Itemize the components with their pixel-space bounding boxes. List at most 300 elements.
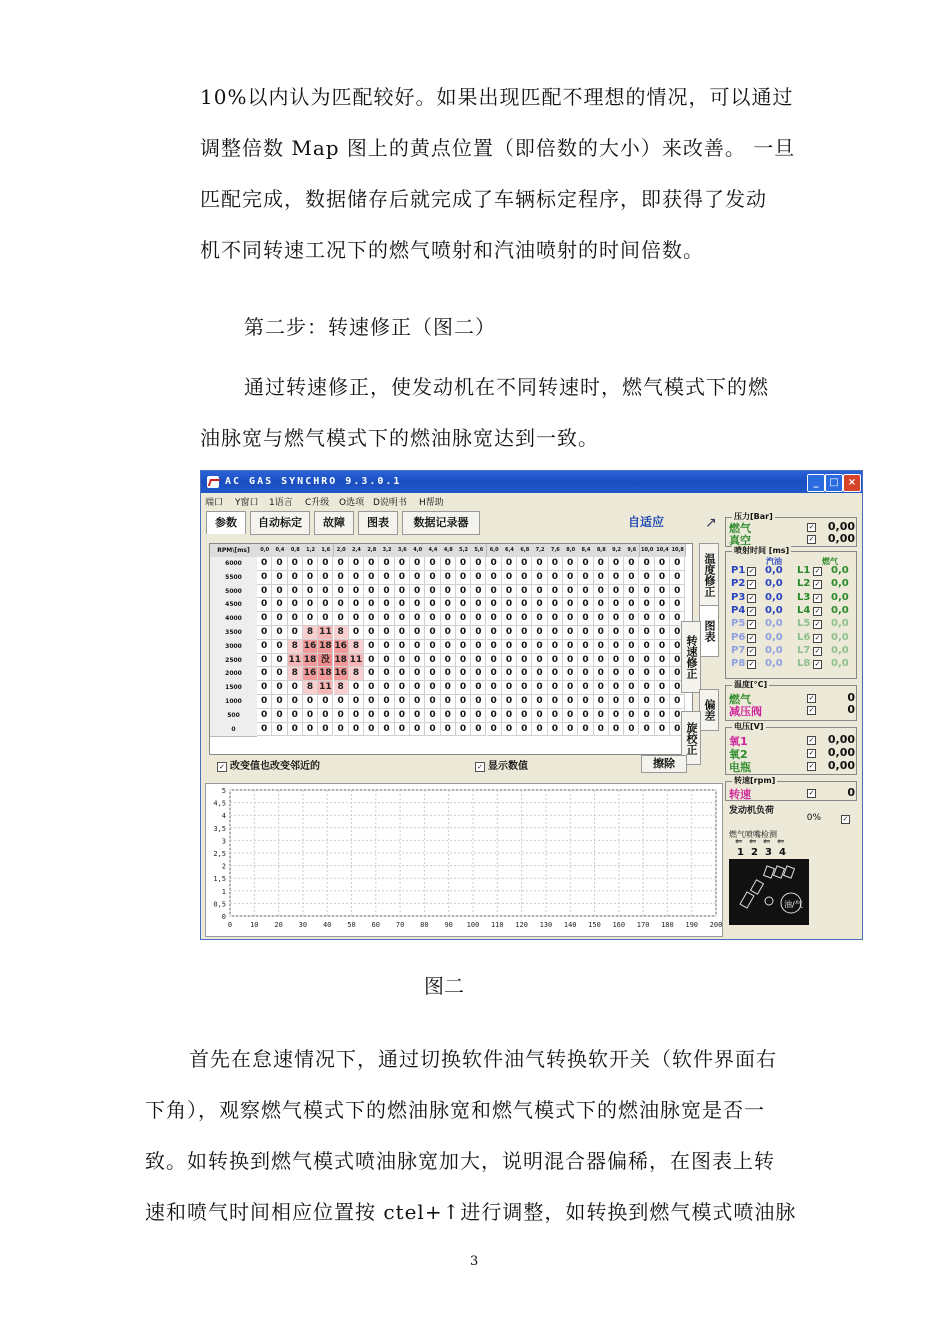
grid-cell[interactable]: 0 <box>303 598 318 612</box>
grid-cell[interactable]: 0 <box>609 571 624 585</box>
grid-cell[interactable]: 0 <box>395 571 410 585</box>
grid-cell[interactable]: 0 <box>334 598 349 612</box>
grid-cell[interactable]: 0 <box>364 612 379 626</box>
option-show-values[interactable] <box>475 757 528 772</box>
side-tab-deviation[interactable]: 偏差 <box>699 689 719 731</box>
grid-cell[interactable]: 0 <box>655 598 670 612</box>
tab-faults[interactable]: 故障 <box>314 511 354 535</box>
grid-cell[interactable]: 0 <box>349 557 364 571</box>
grid-cell[interactable]: 0 <box>318 723 333 737</box>
grid-cell[interactable]: 0 <box>578 695 593 709</box>
grid-cell[interactable]: 16 <box>303 667 318 681</box>
grid-cell[interactable]: 8 <box>349 667 364 681</box>
grid-cell[interactable]: 0 <box>425 667 440 681</box>
reading-checkbox[interactable]: ✓ <box>808 762 815 770</box>
gas-injector-checkbox[interactable]: ✓ <box>814 633 821 642</box>
grid-cell[interactable]: 0 <box>288 598 303 612</box>
gas-injector-checkbox[interactable]: ✓ <box>814 593 821 602</box>
grid-cell[interactable]: 0 <box>502 598 517 612</box>
grid-cell[interactable]: 0 <box>272 723 287 737</box>
grid-cell[interactable]: 0 <box>471 571 486 585</box>
grid-cell[interactable]: 0 <box>487 612 502 626</box>
grid-cell[interactable]: 0 <box>379 626 394 640</box>
grid-cell[interactable]: 0 <box>594 723 609 737</box>
grid-cell[interactable]: 0 <box>456 640 471 654</box>
grid-cell[interactable]: 0 <box>487 585 502 599</box>
petrol-injector-checkbox[interactable]: ✓ <box>748 620 755 629</box>
grid-cell[interactable]: 0 <box>655 681 670 695</box>
grid-cell[interactable]: 0 <box>441 640 456 654</box>
gas-injector-checkbox[interactable]: ✓ <box>814 606 821 615</box>
grid-cell[interactable]: 0 <box>517 626 532 640</box>
grid-cell[interactable]: 0 <box>655 571 670 585</box>
grid-cell[interactable]: 0 <box>272 640 287 654</box>
grid-cell[interactable]: 18 <box>318 667 333 681</box>
grid-cell[interactable]: 0 <box>410 667 425 681</box>
grid-cell[interactable]: 0 <box>578 557 593 571</box>
grid-cell[interactable]: 没 <box>318 654 333 668</box>
grid-cell[interactable]: 0 <box>609 667 624 681</box>
grid-cell[interactable]: 0 <box>364 681 379 695</box>
grid-cell[interactable]: 0 <box>441 585 456 599</box>
grid-cell[interactable]: 0 <box>364 654 379 668</box>
grid-cell[interactable]: 0 <box>502 695 517 709</box>
side-tab-rpm-correction[interactable]: 转速修正 <box>681 621 701 693</box>
grid-cell[interactable]: 0 <box>624 667 639 681</box>
grid-cell[interactable]: 0 <box>670 626 685 640</box>
grid-cell[interactable]: 0 <box>517 654 532 668</box>
grid-cell[interactable]: 0 <box>456 585 471 599</box>
grid-cell[interactable]: 0 <box>395 654 410 668</box>
grid-cell[interactable]: 0 <box>410 654 425 668</box>
grid-cell[interactable]: 0 <box>410 598 425 612</box>
grid-cell[interactable]: 0 <box>395 557 410 571</box>
grid-cell[interactable]: 0 <box>303 571 318 585</box>
grid-cell[interactable]: 0 <box>272 626 287 640</box>
grid-cell[interactable]: 0 <box>532 557 547 571</box>
grid-cell[interactable]: 0 <box>257 626 272 640</box>
grid-cell[interactable]: 0 <box>471 612 486 626</box>
grid-cell[interactable]: 8 <box>303 681 318 695</box>
grid-cell[interactable]: 0 <box>395 598 410 612</box>
grid-cell[interactable]: 0 <box>517 681 532 695</box>
grid-cell[interactable]: 0 <box>425 598 440 612</box>
grid-cell[interactable]: 0 <box>425 612 440 626</box>
autofit-button[interactable]: 自适应 <box>627 515 664 529</box>
reading-checkbox[interactable]: ✓ <box>808 694 815 702</box>
grid-cell[interactable]: 0 <box>395 585 410 599</box>
grid-cell[interactable]: 0 <box>364 695 379 709</box>
grid-cell[interactable]: 0 <box>272 667 287 681</box>
grid-cell[interactable]: 0 <box>395 695 410 709</box>
reading-checkbox[interactable]: ✓ <box>808 706 815 714</box>
grid-cell[interactable]: 0 <box>257 667 272 681</box>
grid-cell[interactable]: 0 <box>318 557 333 571</box>
grid-cell[interactable]: 0 <box>349 626 364 640</box>
grid-cell[interactable]: 0 <box>502 681 517 695</box>
grid-cell[interactable]: 0 <box>517 709 532 723</box>
grid-cell[interactable]: 8 <box>349 640 364 654</box>
grid-cell[interactable]: 0 <box>456 598 471 612</box>
grid-cell[interactable]: 0 <box>379 654 394 668</box>
gas-injector-checkbox[interactable]: ✓ <box>814 646 821 655</box>
grid-cell[interactable]: 0 <box>410 681 425 695</box>
grid-cell[interactable]: 0 <box>563 681 578 695</box>
grid-cell[interactable]: 0 <box>532 723 547 737</box>
grid-cell[interactable]: 0 <box>563 695 578 709</box>
grid-cell[interactable]: 0 <box>288 695 303 709</box>
grid-cell[interactable]: 0 <box>456 654 471 668</box>
grid-cell[interactable]: 0 <box>624 612 639 626</box>
grid-cell[interactable]: 0 <box>272 571 287 585</box>
grid-cell[interactable]: 0 <box>288 723 303 737</box>
grid-cell[interactable]: 0 <box>272 612 287 626</box>
grid-cell[interactable]: 0 <box>487 571 502 585</box>
grid-cell[interactable]: 0 <box>624 598 639 612</box>
grid-cell[interactable]: 0 <box>609 598 624 612</box>
grid-cell[interactable]: 0 <box>303 585 318 599</box>
grid-cell[interactable]: 0 <box>502 571 517 585</box>
grid-cell[interactable]: 0 <box>578 723 593 737</box>
grid-cell[interactable]: 0 <box>609 612 624 626</box>
option-change-neighbors[interactable] <box>217 757 320 772</box>
grid-cell[interactable]: 0 <box>318 612 333 626</box>
grid-cell[interactable]: 0 <box>640 612 655 626</box>
grid-cell[interactable]: 0 <box>517 667 532 681</box>
gas-injector-checkbox[interactable]: ✓ <box>814 660 821 669</box>
grid-cell[interactable]: 0 <box>548 709 563 723</box>
grid-cell[interactable]: 0 <box>502 612 517 626</box>
grid-cell[interactable]: 0 <box>441 598 456 612</box>
grid-cell[interactable]: 0 <box>379 640 394 654</box>
grid-cell[interactable]: 0 <box>594 585 609 599</box>
grid-cell[interactable]: 0 <box>502 626 517 640</box>
grid-cell[interactable]: 0 <box>395 667 410 681</box>
grid-cell[interactable]: 0 <box>670 640 685 654</box>
grid-cell[interactable]: 0 <box>379 709 394 723</box>
grid-cell[interactable]: 0 <box>456 557 471 571</box>
grid-cell[interactable]: 0 <box>471 667 486 681</box>
grid-cell[interactable]: 0 <box>441 695 456 709</box>
reading-checkbox[interactable]: ✓ <box>808 523 815 531</box>
grid-cell[interactable]: 0 <box>594 626 609 640</box>
grid-cell[interactable]: 0 <box>334 695 349 709</box>
grid-cell[interactable]: 0 <box>349 571 364 585</box>
grid-cell[interactable]: 0 <box>655 709 670 723</box>
petrol-injector-checkbox[interactable]: ✓ <box>748 593 755 602</box>
grid-cell[interactable]: 0 <box>655 557 670 571</box>
grid-cell[interactable]: 0 <box>349 612 364 626</box>
grid-cell[interactable]: 0 <box>441 571 456 585</box>
grid-cell[interactable]: 0 <box>257 723 272 737</box>
grid-cell[interactable]: 0 <box>640 654 655 668</box>
grid-cell[interactable]: 0 <box>379 598 394 612</box>
grid-cell[interactable]: 0 <box>548 723 563 737</box>
grid-cell[interactable]: 0 <box>364 709 379 723</box>
erase-button[interactable]: 擦除 <box>641 755 687 773</box>
grid-cell[interactable]: 0 <box>471 723 486 737</box>
grid-cell[interactable]: 0 <box>655 612 670 626</box>
grid-cell[interactable]: 0 <box>563 709 578 723</box>
grid-cell[interactable]: 0 <box>670 585 685 599</box>
grid-cell[interactable]: 0 <box>594 709 609 723</box>
menu-help[interactable]: H帮助 <box>419 498 444 508</box>
grid-cell[interactable]: 0 <box>364 640 379 654</box>
grid-cell[interactable]: 0 <box>563 626 578 640</box>
grid-cell[interactable]: 0 <box>456 626 471 640</box>
side-tab-chart[interactable]: 图表 <box>699 605 719 657</box>
grid-cell[interactable]: 0 <box>487 640 502 654</box>
grid-cell[interactable]: 0 <box>272 557 287 571</box>
grid-cell[interactable]: 0 <box>609 654 624 668</box>
petrol-injector-checkbox[interactable]: ✓ <box>748 633 755 642</box>
grid-cell[interactable]: 0 <box>364 598 379 612</box>
grid-cell[interactable]: 16 <box>334 640 349 654</box>
maximize-button[interactable]: □ <box>825 474 843 492</box>
grid-cell[interactable]: 0 <box>349 695 364 709</box>
grid-cell[interactable]: 0 <box>410 557 425 571</box>
grid-cell[interactable]: 0 <box>257 598 272 612</box>
grid-cell[interactable]: 0 <box>471 695 486 709</box>
grid-cell[interactable]: 0 <box>487 598 502 612</box>
grid-cell[interactable]: 0 <box>487 695 502 709</box>
grid-cell[interactable]: 0 <box>640 723 655 737</box>
petrol-injector-checkbox[interactable]: ✓ <box>748 567 755 575</box>
grid-cell[interactable]: 0 <box>670 681 685 695</box>
grid-cell[interactable]: 8 <box>334 681 349 695</box>
grid-cell[interactable]: 0 <box>609 640 624 654</box>
grid-cell[interactable]: 0 <box>655 626 670 640</box>
grid-cell[interactable]: 0 <box>594 557 609 571</box>
grid-cell[interactable]: 0 <box>548 585 563 599</box>
grid-cell[interactable]: 0 <box>318 598 333 612</box>
grid-cell[interactable]: 0 <box>517 598 532 612</box>
grid-cell[interactable]: 0 <box>548 598 563 612</box>
grid-cell[interactable]: 0 <box>624 723 639 737</box>
injector-test-icon[interactable]: ⇐ <box>735 837 743 847</box>
grid-cell[interactable]: 0 <box>364 557 379 571</box>
grid-cell[interactable]: 0 <box>318 571 333 585</box>
grid-cell[interactable]: 0 <box>257 585 272 599</box>
grid-cell[interactable]: 11 <box>349 654 364 668</box>
grid-cell[interactable]: 0 <box>364 585 379 599</box>
grid-cell[interactable]: 0 <box>272 709 287 723</box>
grid-cell[interactable]: 0 <box>441 667 456 681</box>
grid-cell[interactable]: 0 <box>364 571 379 585</box>
grid-cell[interactable]: 0 <box>624 695 639 709</box>
menu-upgrade[interactable]: C升级 <box>305 498 330 508</box>
grid-cell[interactable]: 0 <box>410 585 425 599</box>
injector-test-icon[interactable]: ⇐ <box>749 837 757 847</box>
grid-cell[interactable]: 0 <box>334 709 349 723</box>
grid-cell[interactable]: 0 <box>425 709 440 723</box>
petrol-injector-checkbox[interactable]: ✓ <box>748 606 755 615</box>
grid-cell[interactable]: 0 <box>334 571 349 585</box>
side-tab-temp-correction[interactable]: 温度修正 <box>699 543 719 607</box>
grid-cell[interactable]: 0 <box>487 626 502 640</box>
grid-cell[interactable]: 0 <box>624 681 639 695</box>
grid-cell[interactable]: 0 <box>624 557 639 571</box>
grid-cell[interactable]: 0 <box>594 612 609 626</box>
grid-cell[interactable]: 0 <box>670 598 685 612</box>
grid-cell[interactable]: 0 <box>272 654 287 668</box>
grid-cell[interactable]: 0 <box>425 695 440 709</box>
grid-cell[interactable]: 0 <box>288 612 303 626</box>
grid-cell[interactable]: 0 <box>624 709 639 723</box>
grid-cell[interactable]: 0 <box>456 612 471 626</box>
grid-cell[interactable]: 0 <box>349 681 364 695</box>
grid-cell[interactable]: 0 <box>517 695 532 709</box>
grid-cell[interactable]: 0 <box>288 557 303 571</box>
menu-window[interactable]: Y窗口 <box>235 498 259 508</box>
grid-cell[interactable]: 0 <box>502 667 517 681</box>
grid-cell[interactable]: 0 <box>578 626 593 640</box>
grid-cell[interactable]: 0 <box>640 626 655 640</box>
injector-test-icon[interactable]: ⇐ <box>777 837 785 847</box>
grid-cell[interactable]: 0 <box>640 681 655 695</box>
grid-cell[interactable]: 0 <box>349 723 364 737</box>
grid-cell[interactable]: 0 <box>441 723 456 737</box>
grid-cell[interactable]: 0 <box>410 612 425 626</box>
petrol-injector-checkbox[interactable]: ✓ <box>748 646 755 655</box>
grid-cell[interactable]: 0 <box>640 640 655 654</box>
grid-cell[interactable]: 0 <box>288 681 303 695</box>
grid-cell[interactable]: 0 <box>670 557 685 571</box>
gas-injector-checkbox[interactable]: ✓ <box>814 567 821 575</box>
grid-cell[interactable]: 0 <box>594 571 609 585</box>
fuel-switch-panel[interactable] <box>729 859 809 925</box>
grid-cell[interactable]: 0 <box>410 695 425 709</box>
grid-cell[interactable]: 0 <box>548 612 563 626</box>
grid-cell[interactable]: 0 <box>379 557 394 571</box>
grid-cell[interactable]: 0 <box>594 681 609 695</box>
grid-cell[interactable]: 0 <box>456 723 471 737</box>
grid-cell[interactable]: 0 <box>257 612 272 626</box>
grid-cell[interactable]: 0 <box>318 709 333 723</box>
grid-cell[interactable]: 0 <box>441 626 456 640</box>
grid-cell[interactable]: 0 <box>471 626 486 640</box>
grid-cell[interactable]: 0 <box>425 557 440 571</box>
grid-cell[interactable]: 0 <box>563 654 578 668</box>
grid-cell[interactable]: 0 <box>441 681 456 695</box>
grid-cell[interactable]: 0 <box>272 585 287 599</box>
grid-cell[interactable]: 0 <box>441 709 456 723</box>
grid-cell[interactable]: 0 <box>379 695 394 709</box>
grid-cell[interactable]: 0 <box>609 695 624 709</box>
grid-cell[interactable]: 0 <box>288 585 303 599</box>
grid-cell[interactable]: 0 <box>471 681 486 695</box>
grid-cell[interactable]: 0 <box>487 709 502 723</box>
grid-cell[interactable]: 18 <box>303 654 318 668</box>
grid-cell[interactable]: 0 <box>563 667 578 681</box>
grid-cell[interactable]: 0 <box>318 585 333 599</box>
grid-cell[interactable]: 0 <box>563 723 578 737</box>
side-tab-rotary-correction[interactable]: 旋校正 <box>681 711 701 765</box>
grid-cell[interactable]: 0 <box>578 654 593 668</box>
grid-cell[interactable]: 0 <box>563 557 578 571</box>
grid-cell[interactable]: 0 <box>517 585 532 599</box>
grid-cell[interactable]: 0 <box>334 557 349 571</box>
grid-cell[interactable]: 0 <box>563 612 578 626</box>
grid-cell[interactable]: 0 <box>303 557 318 571</box>
grid-cell[interactable]: 0 <box>288 571 303 585</box>
grid-cell[interactable]: 0 <box>487 557 502 571</box>
grid-cell[interactable]: 0 <box>257 640 272 654</box>
load-checkbox[interactable]: ✓ <box>842 815 849 823</box>
grid-cell[interactable]: 0 <box>364 667 379 681</box>
grid-cell[interactable]: 0 <box>288 626 303 640</box>
grid-cell[interactable]: 0 <box>456 681 471 695</box>
grid-cell[interactable]: 0 <box>257 709 272 723</box>
grid-cell[interactable]: 0 <box>395 681 410 695</box>
grid-cell[interactable]: 0 <box>655 654 670 668</box>
grid-cell[interactable]: 0 <box>425 626 440 640</box>
menu-manual[interactable]: D说明书 <box>373 498 407 508</box>
grid-cell[interactable]: 0 <box>410 571 425 585</box>
grid-cell[interactable]: 0 <box>487 667 502 681</box>
grid-cell[interactable]: 0 <box>272 598 287 612</box>
gas-injector-checkbox[interactable]: ✓ <box>814 580 821 589</box>
grid-cell[interactable]: 0 <box>441 654 456 668</box>
grid-cell[interactable]: 0 <box>609 709 624 723</box>
grid-cell[interactable]: 8 <box>303 626 318 640</box>
grid-cell[interactable]: 0 <box>578 585 593 599</box>
grid-cell[interactable]: 0 <box>272 681 287 695</box>
grid-cell[interactable]: 0 <box>410 626 425 640</box>
grid-cell[interactable]: 0 <box>640 557 655 571</box>
minimize-button[interactable]: _ <box>807 474 825 492</box>
grid-cell[interactable]: 11 <box>318 626 333 640</box>
grid-cell[interactable]: 0 <box>425 654 440 668</box>
grid-cell[interactable]: 0 <box>257 571 272 585</box>
close-button[interactable]: × <box>843 474 861 492</box>
menu-options[interactable]: O选项 <box>339 498 365 508</box>
grid-cell[interactable]: 0 <box>334 612 349 626</box>
grid-cell[interactable]: 0 <box>563 571 578 585</box>
grid-cell[interactable]: 0 <box>624 571 639 585</box>
grid-cell[interactable]: 0 <box>303 709 318 723</box>
grid-cell[interactable]: 0 <box>364 723 379 737</box>
grid-cell[interactable]: 0 <box>624 585 639 599</box>
grid-cell[interactable]: 0 <box>670 612 685 626</box>
grid-cell[interactable]: 0 <box>502 585 517 599</box>
grid-cell[interactable]: 0 <box>456 667 471 681</box>
grid-cell[interactable]: 0 <box>655 640 670 654</box>
grid-cell[interactable]: 0 <box>594 640 609 654</box>
grid-cell[interactable]: 0 <box>624 640 639 654</box>
grid-cell[interactable]: 0 <box>670 709 685 723</box>
grid-cell[interactable]: 0 <box>640 709 655 723</box>
grid-cell[interactable]: 0 <box>532 571 547 585</box>
grid-cell[interactable]: 0 <box>609 723 624 737</box>
grid-cell[interactable]: 0 <box>502 709 517 723</box>
grid-cell[interactable]: 0 <box>456 709 471 723</box>
grid-cell[interactable]: 0 <box>471 598 486 612</box>
grid-cell[interactable]: 0 <box>548 667 563 681</box>
grid-cell[interactable]: 0 <box>624 626 639 640</box>
grid-cell[interactable]: 0 <box>548 640 563 654</box>
grid-cell[interactable]: 0 <box>425 571 440 585</box>
grid-cell[interactable]: 0 <box>532 612 547 626</box>
grid-cell[interactable]: 0 <box>532 681 547 695</box>
grid-cell[interactable]: 0 <box>670 571 685 585</box>
petrol-injector-checkbox[interactable]: ✓ <box>748 660 755 669</box>
grid-cell[interactable]: 0 <box>425 681 440 695</box>
grid-cell[interactable]: 0 <box>517 557 532 571</box>
grid-cell[interactable]: 0 <box>532 626 547 640</box>
grid-cell[interactable]: 0 <box>578 667 593 681</box>
grid-cell[interactable]: 0 <box>334 585 349 599</box>
